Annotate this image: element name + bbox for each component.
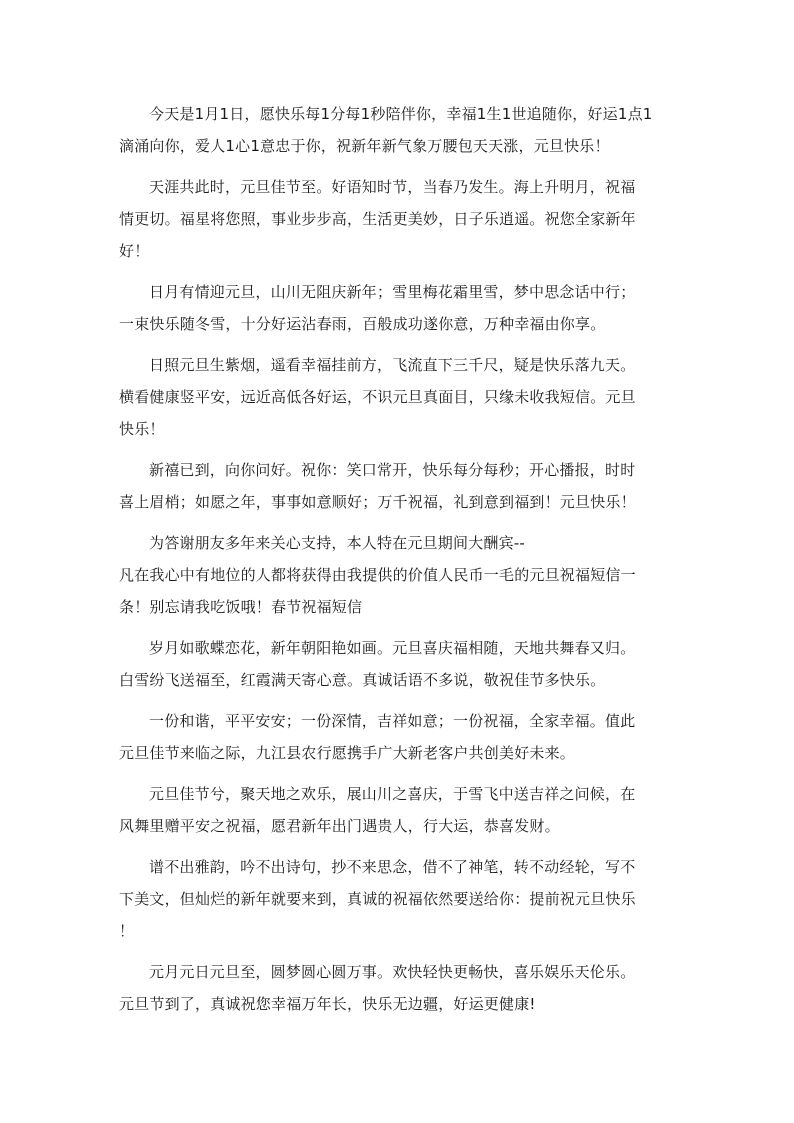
paragraph-line: 横看健康竖平安，远近高低各好运，不识元旦真面目，只缘未收我短信。元旦 — [119, 388, 636, 406]
paragraph-line: 谱不出雅韵，吟不出诗句，抄不来思念，借不了神笔，转不动经轮，写不 — [149, 858, 636, 876]
paragraph-line: 喜上眉梢；如愿之年，事事如意顺好；万千祝福，礼到意到福到！元旦快乐！ — [119, 493, 636, 511]
paragraph-line: 条！别忘请我吃饭哦！春节祝福短信 — [119, 598, 363, 616]
paragraph-1 — [119, 98, 667, 162]
paragraph-line: 风舞里赠平安之祝福，愿君新年出门遇贵人，行大运，恭喜发财。 — [119, 817, 560, 835]
paragraph-line: 快乐！ — [119, 420, 165, 438]
paragraph-line: 一份和谐，平平安安；一份深情，吉祥如意；一份祝福，全家幸福。值此 — [149, 712, 636, 730]
paragraph-line: 日月有情迎元旦，山川无阻庆新年；雪里梅花霜里雪，梦中思念话中行； — [149, 283, 636, 301]
paragraph-line: 白雪纷飞送福至，红霞满天寄心意。真诚话语不多说，敬祝佳节多快乐。 — [119, 671, 606, 689]
paragraph-line: 为答谢朋友多年来关心支持，本人特在元旦期间大酬宾-- — [149, 534, 526, 552]
paragraph-line: 新禧已到，向你问好。祝你：笑口常开，快乐每分每秒；开心播报，时时 — [149, 461, 636, 479]
paragraph-line: 滴涌向你，爱人1心1意忠于你，祝新年新气象万腰包天天涨，元旦快乐！ — [119, 137, 610, 155]
paragraph-6 — [119, 527, 667, 623]
paragraph-line: 元旦节到了，真诚祝您幸福万年长，快乐无边疆，好运更健康! — [119, 995, 536, 1013]
paragraph-line: 凡在我心中有地位的人都将获得由我提供的价值人民币一毛的元旦祝福短信一 — [119, 566, 636, 584]
paragraph-line: 元旦佳节兮，聚天地之欢乐，展山川之喜庆，于雪飞中送吉祥之问候，在 — [149, 785, 636, 803]
paragraph-line: 下美文，但灿烂的新年就要来到，真诚的祝福依然要送给你：提前祝元旦快乐 — [119, 890, 636, 908]
paragraph-5 — [119, 454, 667, 518]
paragraph-3 — [119, 276, 667, 340]
paragraph-line: 今天是1月1日，愿快乐每1分每1秒陪伴你，幸福1生1世追随你，好运1点1 — [149, 105, 653, 123]
paragraph-7 — [119, 632, 667, 696]
paragraph-line: 岁月如歌蝶恋花，新年朝阳艳如画。元旦喜庆福相随，天地共舞春又归。 — [149, 639, 636, 657]
paragraph-line: 情更切。福星将您照，事业步步高，生活更美妙，日子乐逍遥。祝您全家新年 — [119, 210, 636, 228]
paragraph-line: 元月元日元旦至，圆梦圆心圆万事。欢快轻快更畅快，喜乐娱乐天伦乐。 — [149, 963, 636, 981]
paragraph-9 — [119, 778, 667, 842]
paragraph-10 — [119, 851, 667, 947]
paragraph-line: 好！ — [119, 242, 150, 260]
paragraph-line: 日照元旦生紫烟，遥看幸福挂前方，飞流直下三千尺，疑是快乐落九天。 — [149, 356, 636, 374]
paragraph-line: 元旦佳节来临之际，九江县农行愿携手广大新老客户共创美好未来。 — [119, 744, 576, 762]
paragraph-4 — [119, 349, 667, 445]
paragraph-8 — [119, 705, 667, 769]
paragraph-11 — [119, 956, 667, 1020]
paragraph-line: ！ — [119, 922, 135, 940]
document-body — [119, 98, 667, 1029]
paragraph-line: 一束快乐随冬雪，十分好运沾春雨，百般成功遂你意，万种幸福由你享。 — [119, 315, 606, 333]
paragraph-2 — [119, 171, 667, 267]
paragraph-line: 天涯共此时，元旦佳节至。好语知时节，当春乃发生。海上升明月，祝福 — [149, 178, 636, 196]
